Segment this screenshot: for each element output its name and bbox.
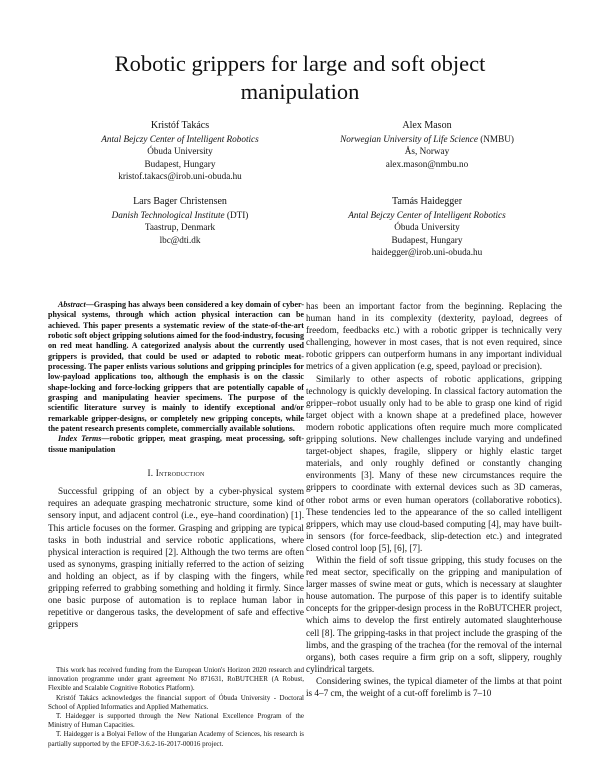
author-line: Óbuda University <box>147 146 213 157</box>
footnotes <box>48 666 304 749</box>
footnote: This work has received funding from the European Union's Horizon 2020 research and innovation programme under grant agreement No 871631, RoBUTCHER (A Robust, Flexible and Scalable Cognitive Robotics Platform). <box>48 666 304 693</box>
body-paragraph: Successful gripping of an object by a cyber-physical system requires an adequate grasping mechatronic structure, some kind of sensory input, and adjacent control (i.e., eye–hand coordination) [1]. This article focuses on the former. Grasping and gripping are typical tasks in both industrial and service robotic applications, where physical interaction is required [2]. Although the two terms are often used as synonyms, grasping initially referred to the action of seizing and holding an object, as if by clasping with the fingers, while gripping referred to grabbing something and holding it firmly. Since one basic purpose of automation is to replace human labor in repetitive or dangerous tasks, the development of safe and effective grippers <box>48 486 304 630</box>
author-affiliation: Antal Bejczy Center of Intelligent Robotics <box>348 209 506 220</box>
author-email: lbc@dti.dk <box>159 234 201 245</box>
author-email: kristof.takacs@irob.uni-obuda.hu <box>118 171 242 182</box>
body-paragraph: Similarly to other aspects of robotic applications, gripping technology is quickly developing. In classical factory automation the gripper–robot usually only had to be able to grasp one kind of rigid target object with a known shape at a predefined place, however modern robotic applications often require much more complicated gripping solutions. New challenges include varying and undefined target-object shapes, fragile, slippery or highly elastic target materials, and only roughly defined or constantly changing environments [3]. Many of these new circumstances require the grippers to coordinate with external devices such as 3D cameras, other robot arms or even human operators (collaborative robotics). These tendencies led to the appearance of the so called intelligent grippers, which may use cloud-based computing [4], may have built-in sensors (for force-feedback, slip-detection etc.) and integrated closed control loop [5], [6], [7]. <box>306 373 562 553</box>
footnote: T. Haidegger is a Bolyai Fellow of the Hungarian Academy of Sciences, his research is partially supported by the EFOP-3.6.2-16-2017-00016 project. <box>48 730 304 748</box>
body-paragraph: Considering swines, the typical diameter of the limbs at that point is 4–7 cm, the weight of a cut-off forelimb is 7–10 <box>306 675 562 698</box>
paper-title <box>40 50 560 106</box>
author-email: haidegger@irob.uni-obuda.hu <box>371 247 483 258</box>
author-affiliation: Norwegian University of Life Science (NMBU) <box>340 133 514 144</box>
author-line: Taastrup, Denmark <box>144 222 216 233</box>
footnote: Kristóf Takács acknowledges the financial support of Óbuda University - Doctoral School of Applied Informatics and Applied Mathematics. <box>48 693 304 711</box>
abstract: Abstract—Grasping has always been considered a key domain of cyber-physical systems, through which action physical interaction can be achieved. This paper presents a systematic review of the state-of-the-art robotic soft object gripping solutions aimed for the food-industry, focusing on red meat handling. A categorized analysis about the currently used grippers is provided, that could be used or adapted to robotic meat-processing. The paper enlists various solutions and gripping principles for low-payload applications too, although the emphasis is on the classic shape-locking and force-locking grippers that are potentially capable of grasping and manipulating heavier specimens. The purpose of the scientific literature survey is mainly to identify exceptional and/or remarkable gripper-designs, or completely new gripping concepts, while the patent research presents complete, commercially available solutions. <box>48 300 304 434</box>
paper-title-line-2: manipulation <box>240 79 360 104</box>
paper-title-line-1: Robotic grippers for large and soft object <box>114 51 486 76</box>
section-heading-introduction: I. Introduction <box>147 468 205 479</box>
author-line: Ås, Norway <box>404 146 450 157</box>
left-column <box>48 300 304 630</box>
author-name: Kristóf Takács <box>150 120 210 131</box>
author-email: alex.mason@nmbu.no <box>385 158 469 169</box>
author-block-1 <box>60 120 300 183</box>
body-paragraph: Within the field of soft tissue gripping, this study focuses on the red meat sector, specifically on the gripping and manipulation of larger masses of swine meat or guts, which is necessary at slaughter house automation. The purpose of this paper is to identify suitable concepts for the gripper-design process in the RoBUTCHER project, which aims to develop the first entirely automated slaughterhouse cell [8]. The gripping-tasks in that project include the grasping of the limbs, and the grasping of the trachea (for the removal of the internal organs), both cases require a firm grip on a soft, slippery, roughly cylindrical targets. <box>306 554 562 674</box>
author-affiliation: Danish Technological Institute (DTI) <box>111 209 249 220</box>
body-paragraph: has been an important factor from the beginning. Replacing the human hand in its complexity (dexterity, payload, degrees of freedom, feedbacks etc.) with a robotic gripper is technically very challenging, however in most cases, that is not even required, since robotic grippers can outperform humans in any important individual metrics of a given application (e.g, speed, payload or precision). <box>306 301 562 372</box>
author-line: Budapest, Hungary <box>391 234 463 245</box>
author-affiliation: Antal Bejczy Center of Intelligent Robotics <box>101 133 259 144</box>
author-block-3 <box>60 196 300 246</box>
footnote: T. Haidegger is supported through the New National Excellence Program of the Ministry of Human Capacities. <box>48 712 304 730</box>
index-terms: Index Terms—robotic gripper, meat grasping, meat processing, soft-tissue manipulation <box>48 434 304 454</box>
author-name: Tamás Haidegger <box>391 196 463 207</box>
author-line: Óbuda University <box>394 222 460 233</box>
author-line: Budapest, Hungary <box>144 158 216 169</box>
author-block-4 <box>302 196 552 259</box>
author-name: Alex Mason <box>402 120 452 131</box>
author-block-2 <box>302 120 552 170</box>
author-name: Lars Bager Christensen <box>133 196 227 207</box>
right-column <box>306 300 562 699</box>
